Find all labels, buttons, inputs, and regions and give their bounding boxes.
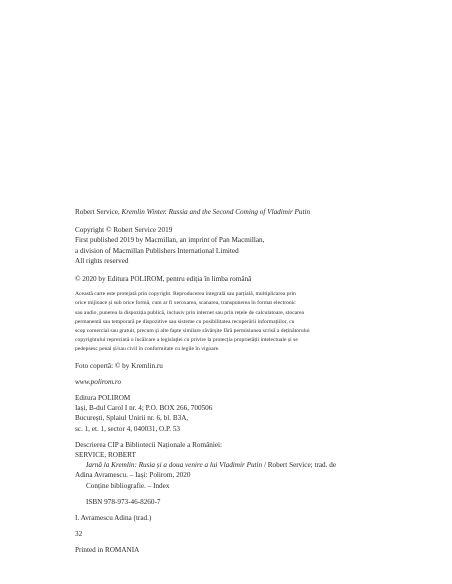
legal-line: permanentă sau temporară pe dispozitive sau sisteme cu posibilitatea recuperării informațiilor, cu — [75, 318, 295, 325]
isbn: ISBN 978-973-46-8260-7 — [86, 497, 161, 506]
cover-photo-credit: Foto copertă: © by Kremlin.ru — [75, 361, 163, 370]
cip-class-number: 32 — [75, 530, 83, 539]
legal-line: orice mijloace și sub orice formă, cum ar fi xeroxarea, scanarea, transpunerea în format electronic — [75, 300, 296, 307]
publisher-address-3: sc. 1, et. 1, sector 4, 040031, O.P. 53 — [75, 424, 181, 433]
cip-contents: Conține bibliografie. – Index — [86, 481, 170, 490]
cip-title-line — [75, 460, 405, 470]
legal-line: pedepsesc penal și/sau civil în conformitate cu legile în vigoare. — [75, 346, 220, 353]
rights-line: All rights reserved — [75, 256, 129, 265]
cip-title-continuation: Adina Avramescu. – Iași: Polirom, 2020 — [75, 471, 191, 480]
original-author: Robert Service, — [75, 208, 122, 216]
legal-line: copyrightului reprezintă o încălcare a legislației cu privire la protecția proprietății intelectuale și se — [75, 337, 298, 344]
cip-title: Iarnă la Kremlin: Rusia și a doua venire a lui Vladimir Putin — [86, 461, 263, 470]
printed-in: Printed in ROMANIA — [75, 546, 140, 555]
cip-heading: Descrierea CIP a Bibliotecii Naționale a României: — [75, 440, 223, 449]
publisher-name: Editura POLIROM — [75, 394, 131, 403]
publisher-address-1: Iași, B-dul Carol I nr. 4; P.O. BOX 266, 700506 — [75, 404, 213, 413]
legal-line: Această carte este protejată prin copyright. Reproducerea integrală sau parțială, multiplicarea prin — [75, 291, 296, 298]
first-published-line: First published 2019 by Macmillan, an imprint of Pan Macmillan, — [75, 236, 265, 245]
cip-translator: I. Avramescu Adina (trad.) — [75, 514, 152, 523]
edition-notice: © 2020 by Editura POLIROM, pentru ediția în limba română — [75, 275, 252, 284]
original-title-line — [75, 207, 405, 217]
copyright-line: Copyright © Robert Service 2019 — [75, 226, 173, 235]
original-title: Kremlin Winter. Russia and the Second Coming of Vladimir Putin — [121, 208, 311, 216]
legal-line: sau audio, punerea la dispoziția publică, inclusiv prin internet sau prin rețele de calculatoare, stocarea — [75, 309, 305, 316]
legal-line: scop comercial sau gratuit, precum și alte fapte similare săvârșite fără permisiunea scrisă a deținătorului — [75, 328, 310, 335]
cip-title-rest: / Robert Service; trad. de — [262, 461, 337, 470]
publisher-website: www.polirom.ro — [75, 377, 122, 386]
publisher-address-2: București, Splaiul Unirii nr. 6, bl. B3A, — [75, 414, 189, 423]
copyright-page — [75, 207, 405, 556]
legal-notice — [75, 290, 405, 354]
cip-author: SERVICE, ROBERT — [75, 451, 136, 460]
division-line: a division of Macmillan Publishers International Limited — [75, 246, 239, 255]
